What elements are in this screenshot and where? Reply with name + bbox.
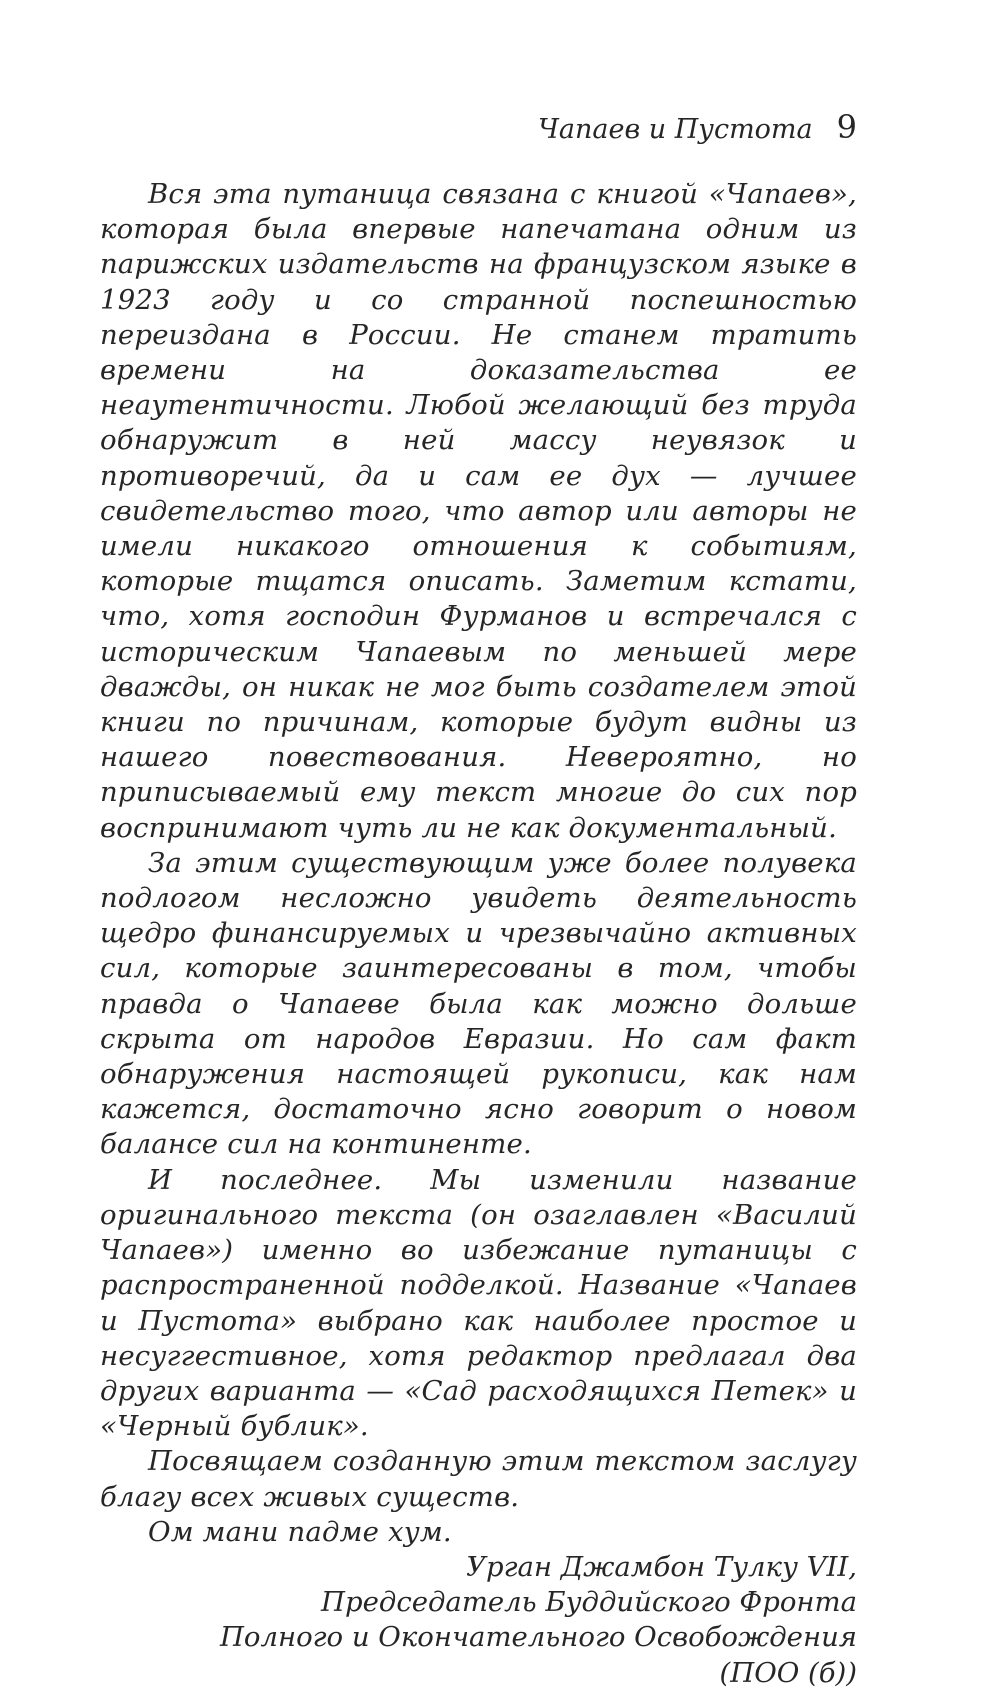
- body-text: [100, 177, 857, 1550]
- paragraph: И последнее. Мы изменили название оригинального текста (он озаглавлен «Василий Чапаев») именно во избежание путаницы с распространенной подделкой. Название «Чапаев и Пустота» выбрано как наиболее простое и несуггестивное, хотя редактор предлагал два других варианта — «Сад расходящихся Петек» и «Черный бублик».: [100, 1163, 857, 1443]
- signature-organization: Полного и Окончательного Освобождения: [219, 1621, 857, 1654]
- signature-abbreviation: (ПОО (б)): [719, 1656, 857, 1689]
- page-number: 9: [836, 108, 857, 146]
- running-header: [100, 105, 857, 177]
- running-title: Чапаев и Пустота: [538, 114, 813, 145]
- paragraph: Вся эта путаница связана с книгой «Чапаев», которая была впервые напечатана одним из парижских издательств на французском языке в 1923 году и со странной поспешностью переиздана в России. Не станем тратить времени на доказательства ее неаутентичности. Любой желающий без труда обнаружит в ней массу неувязок и противоречий, да и сам ее дух — лучшее свидетельство того, что автор или авторы не имели никакого отношения к событиям, которые тщатся описать. Заметим кстати, что, хотя господин Фурманов и встречался с историческим Чапаевым по меньшей мере дважды, он никак не мог быть создателем этой книги по причинам, которые будут видны из нашего повествования. Невероятно, но приписываемый ему текст многие до сих пор воспринимают чуть ли не как документальный.: [100, 178, 857, 844]
- signature-block: [100, 1550, 857, 1691]
- book-page: [100, 105, 857, 1691]
- paragraph: Ом мани падме хум.: [148, 1515, 452, 1548]
- paragraph: Посвящаем созданную этим текстом заслугу благу всех живых существ.: [100, 1445, 857, 1513]
- signature-name: Урган Джамбон Тулку VII,: [466, 1550, 857, 1583]
- paragraph: За этим существующим уже более полувека подлогом несложно увидеть деятельность щедро финансируемых и чрезвычайно активных сил, которые заинтересованы в том, чтобы правда о Чапаеве была как можно дольше скрыта от народов Евразии. Но сам факт обнаружения настоящей рукописи, как нам кажется, достаточно ясно говорит о новом балансе сил на континенте.: [100, 846, 857, 1161]
- signature-position: Председатель Буддийского Фронта: [321, 1586, 857, 1619]
